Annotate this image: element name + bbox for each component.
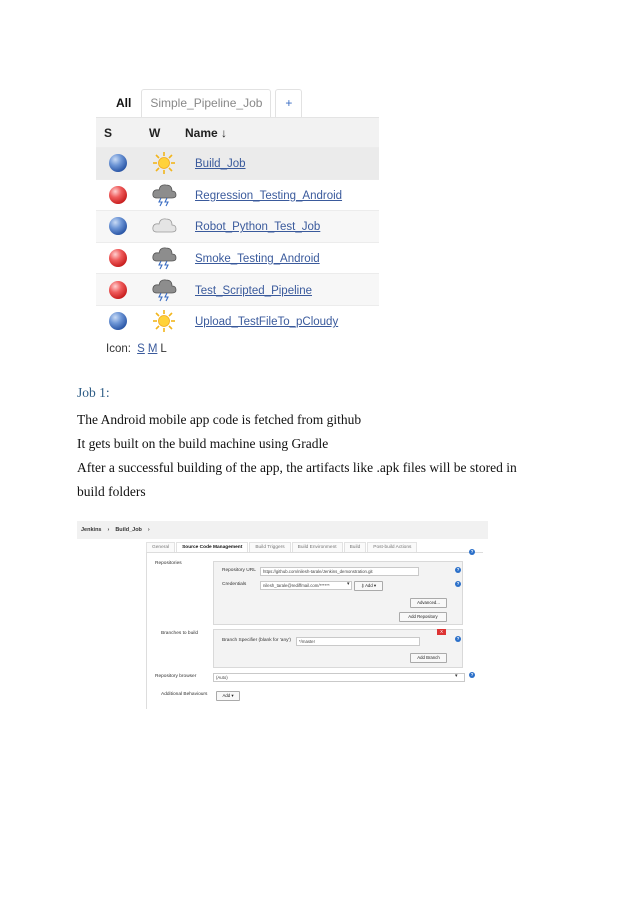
branch-specifier-label: Branch Specifier (blank for 'any'): [222, 638, 292, 643]
repository-block: [213, 561, 463, 625]
additional-behaviours-label: Additional Behaviours: [161, 692, 208, 697]
weather-cell: [141, 309, 179, 333]
credentials-label: Credentials: [222, 582, 247, 587]
add-branch-button[interactable]: Add Branch: [410, 653, 447, 663]
help-icon[interactable]: ?: [470, 672, 474, 677]
success-status-icon: [109, 312, 127, 330]
status-cell: [96, 281, 141, 299]
add-credentials-button[interactable]: [354, 581, 383, 591]
status-column-header[interactable]: S: [104, 125, 113, 140]
status-cell: [96, 186, 141, 204]
tab-build-triggers[interactable]: Build Triggers: [249, 542, 290, 552]
add-view-tab[interactable]: +: [275, 89, 302, 117]
weather-cell: [141, 151, 179, 175]
stormy-weather-icon: [149, 183, 179, 207]
table-row: [96, 242, 379, 274]
breadcrumb: [77, 521, 488, 539]
tab-source-code-management[interactable]: Source Code Management: [176, 542, 248, 552]
icon-size-small-link[interactable]: S: [137, 342, 145, 355]
icon-size-medium-link[interactable]: M: [147, 342, 158, 355]
branch-block: [213, 629, 463, 668]
tab-simple-pipeline-job[interactable]: Simple_Pipeline_Job: [141, 89, 271, 117]
add-repository-button[interactable]: Add Repository: [399, 612, 447, 622]
section-heading: Job 1:: [77, 385, 110, 400]
table-row: [96, 179, 379, 211]
icon-size-large-current: L: [160, 342, 167, 355]
name-cell: [179, 154, 379, 172]
repository-url-input[interactable]: https://github.com/nilesh-tarale/Jenkins_demonstration.git: [260, 567, 419, 576]
success-status-icon: [109, 154, 127, 172]
table-row: [96, 210, 379, 242]
weather-column-header[interactable]: W: [149, 125, 161, 140]
add-behaviour-button[interactable]: Add ▾: [216, 691, 240, 701]
weather-cell: [141, 214, 179, 238]
name-cell: [179, 217, 379, 235]
name-cell: [179, 249, 379, 267]
repository-browser-dropdown-icon: ▾: [455, 674, 458, 679]
tab-general[interactable]: General: [146, 542, 175, 552]
paragraph-line-3: After a successful building of the app, the artifacts like .apk files will be stored in build folders: [77, 460, 517, 499]
name-cell: [179, 186, 379, 204]
breadcrumb-build-job[interactable]: Build_Job: [115, 527, 142, 533]
name-header-label: Name: [185, 125, 218, 140]
view-tabs: [96, 88, 379, 117]
credentials-select[interactable]: nilesh_tarale@rediffmail.com/******: [260, 581, 352, 590]
weather-cell: [141, 183, 179, 207]
credentials-dropdown-icon: ▾: [347, 582, 350, 587]
job-link[interactable]: Smoke_Testing_Android: [195, 253, 320, 266]
key-icon: ⚷: [360, 583, 365, 588]
jenkins-jobs-view: [96, 88, 379, 355]
job-link[interactable]: Build_Job: [195, 158, 246, 171]
table-row: [96, 305, 379, 337]
branches-to-build-label: Branches to build: [161, 631, 199, 636]
breadcrumb-jenkins[interactable]: Jenkins: [81, 527, 102, 533]
name-column-header[interactable]: [179, 126, 379, 140]
failed-status-icon: [109, 249, 127, 267]
breadcrumb-separator: ›: [147, 527, 150, 533]
help-icon[interactable]: ?: [456, 567, 460, 572]
stormy-weather-icon: [149, 246, 179, 270]
icon-size-selector: [96, 343, 379, 355]
help-icon[interactable]: ?: [456, 581, 460, 586]
job-link[interactable]: Upload_TestFileTo_pCloudy: [195, 316, 339, 329]
breadcrumb-separator: ›: [107, 527, 110, 533]
branch-specifier-input[interactable]: */master: [296, 637, 420, 646]
cloudy-weather-icon: [149, 214, 179, 238]
job-link[interactable]: Robot_Python_Test_Job: [195, 221, 321, 234]
repositories-label: Repositories: [155, 561, 182, 566]
icon-size-label: Icon:: [106, 342, 131, 355]
weather-cell: [141, 246, 179, 270]
status-cell: [96, 154, 141, 172]
name-cell: [179, 281, 379, 299]
job-link[interactable]: Regression_Testing_Android: [195, 189, 343, 202]
paragraph-line-2: It gets built on the build machine using Gradle: [77, 436, 329, 451]
scm-panel: [146, 549, 483, 709]
repository-browser-select[interactable]: (Auto): [213, 673, 465, 682]
jobs-table: [96, 117, 379, 337]
status-cell: [96, 217, 141, 235]
job-link[interactable]: Test_Scripted_Pipeline: [195, 284, 312, 297]
config-tabs: [146, 542, 418, 552]
status-cell: [96, 249, 141, 267]
tab-all[interactable]: All: [110, 89, 137, 117]
status-cell: [96, 312, 141, 330]
advanced-button[interactable]: Advanced...: [410, 598, 447, 608]
stormy-weather-icon: [149, 278, 179, 302]
sunny-weather-icon: [149, 151, 179, 175]
name-cell: [179, 312, 379, 330]
table-header: [96, 118, 379, 147]
add-credentials-label: Add ▾: [365, 583, 377, 588]
success-status-icon: [109, 217, 127, 235]
sort-arrow-icon: ↓: [221, 125, 228, 140]
weather-cell: [141, 278, 179, 302]
sunny-weather-icon: [149, 309, 179, 333]
tab-build-environment[interactable]: Build Environment: [292, 542, 343, 552]
failed-status-icon: [109, 186, 127, 204]
repository-url-label: Repository URL: [222, 568, 256, 573]
tab-build[interactable]: Build: [344, 542, 367, 552]
repository-browser-label: Repository browser: [155, 674, 197, 679]
help-icon[interactable]: ?: [456, 636, 460, 641]
paragraph-line-1: The Android mobile app code is fetched from github: [77, 412, 362, 427]
delete-branch-icon[interactable]: X: [437, 629, 446, 635]
failed-status-icon: [109, 281, 127, 299]
table-row: [96, 273, 379, 305]
scm-config-screenshot: [77, 521, 488, 708]
help-icon[interactable]: ?: [470, 549, 474, 554]
table-row: [96, 147, 379, 179]
tab-post-build-actions[interactable]: Post-build Actions: [367, 542, 417, 552]
